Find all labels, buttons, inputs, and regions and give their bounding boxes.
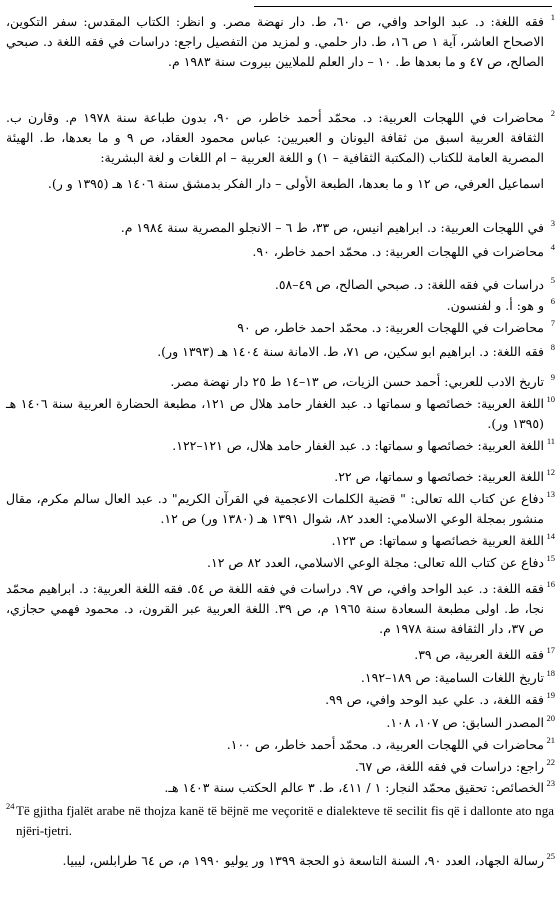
- footnote-number: 12: [546, 467, 555, 477]
- footnote-18: [6, 668, 554, 688]
- footnote-text: محاضرات في اللهجات العربية، د. محمّد أحمد خاطر، ص ١٠٠.: [226, 737, 544, 752]
- footnote-text: اللغة العربية: خصائصها و سماتها: د. عبد الغفار حامد هلال، ص ١٢١–١٢٢.: [172, 438, 544, 453]
- footnote-4: [6, 242, 554, 262]
- footnote-6: [6, 296, 554, 316]
- footnote-text: تاريخ اللغات السامية: ص ١٨٩–١٩٢.: [360, 670, 544, 685]
- footnote-text: اللغة العربية: خصائصها و سماتها د. عبد الغفار حامد هلال ص ١٢١، مطبعة الحضارة العربية سنة ١٤٠٦ هـ (١٣٩٥ ور).: [6, 396, 544, 431]
- footnote-number: 16: [546, 579, 555, 589]
- footnote-text: Të gjitha fjalët arabe në thojza kanë të bëjnë me veçoritë e dialekteve të secilit fis që i dallonte ato nga njëri-tjetri.: [16, 803, 554, 838]
- footnote-14: [6, 531, 554, 551]
- footnote-text: تاريخ الادب للعربي: أحمد حسن الزيات، ص ١٣–١٤ ط ٢٥ دار نهضة مصر.: [170, 374, 544, 389]
- footnote-text: اللغة العربية: خصائصها و سماتها، ص ٢٢.: [334, 469, 544, 484]
- footnote-3: [6, 218, 554, 238]
- footnote-number: 14: [546, 531, 555, 541]
- footnote-text: فقه اللغة العربية، ص ٣٩.: [414, 647, 544, 662]
- footnote-number: 25: [546, 851, 555, 861]
- footnote-2-continued: [6, 174, 554, 194]
- footnote-23: [6, 778, 554, 798]
- footnote-1: [6, 12, 554, 72]
- footnote-22: [6, 757, 554, 777]
- footnote-25: [6, 851, 554, 871]
- footnote-text: و هو: أ. و لفنسون.: [446, 298, 544, 313]
- footnote-number: 19: [546, 690, 555, 700]
- footnote-text: الخصائص: تحقيق محمّد النجار: ١ / ٤١١، ط. ٣ عالم الحكتب سنة ١٤٠٣ هـ.: [164, 780, 544, 795]
- footnote-number: 10: [546, 394, 555, 404]
- footnote-16: [6, 579, 554, 639]
- footnote-text: رسالة الجهاد، العدد ٩٠، السنة التاسعة ذو الحجة ١٣٩٩ ور يوليو ١٩٩٠ م، ص ٦٤ طرابلس، ليبيا.: [62, 853, 544, 868]
- footnote-20: [6, 713, 554, 733]
- footnote-8: [6, 342, 554, 362]
- footnote-text: دراسات في فقه اللغة: د. صبحي الصالح، ص ٤٩–٥٨.: [274, 277, 544, 292]
- footnote-number: 22: [546, 757, 555, 767]
- footnote-number: 24: [6, 801, 15, 811]
- footnote-number: 3: [550, 218, 555, 228]
- footnote-17: [6, 645, 554, 665]
- footnote-number: 18: [546, 668, 555, 678]
- footnote-text: في اللهجات العربية: د. ابراهيم انيس، ص ٣٣، ط ٦ – الانجلو المصرية سنة ١٩٨٤ م.: [120, 220, 544, 235]
- footnote-7: [6, 318, 554, 338]
- footnote-9: [6, 372, 554, 392]
- footnote-number: 5: [550, 275, 555, 285]
- footnote-number: 2: [550, 108, 555, 118]
- footnote-text: فقه اللغة: د. عبد الواحد وافي، ص ٩٧. دراسات في فقه اللغة ص ٥٤. فقه اللغة العربية: د. ابراهيم محمّد نجا، ط. اولى مطبعة السعادة سنة ١٩٦٥ م، ص ٣٩. اللغة العربية عبر القرون، د. محمود فهمي حجازي، ص ٣٧، دار الثقافة سنة ١٩٧٨ م.: [6, 581, 545, 636]
- footnote-number: 23: [546, 778, 555, 788]
- footnote-number: 21: [546, 735, 555, 745]
- footnote-number: 11: [546, 436, 555, 446]
- footnote-text: فقه اللغة: د. عبد الواحد وافي، ص ٦٠، ط. دار نهضة مصر. و انظر: الكتاب المقدس: سفر التكوين، الاصحاح العاشر، آية ١ ص ١٦، ط. دار حلمي. و لمزيد من التفصيل راجع: دراسات في فقه اللغة د. صبحي الصالح، ص ٤٧ و ما بعدها ط. ١٠ – دار العلم للملايين بيروت سنة ١٩٨٣ م.: [6, 14, 544, 69]
- footnote-15: [6, 553, 554, 573]
- footnote-text: محاضرات في اللهجات العربية: د. محمّد احمد خاطر، ٩٠.: [252, 244, 544, 259]
- footnote-13: [6, 489, 554, 529]
- footnote-number: 13: [546, 489, 555, 499]
- footnote-2: [6, 108, 554, 168]
- footnote-number: 9: [550, 372, 555, 382]
- footnote-11: [6, 436, 554, 456]
- footnote-text: دفاع عن كتاب الله تعالى: مجلة الوعي الاسلامي، العدد ٨٢ ص ١٢.: [207, 555, 544, 570]
- footnote-text: فقه اللغة، د. علي عبد الوحد وافي، ص ٩٩.: [325, 692, 544, 707]
- footnote-12: [6, 467, 554, 487]
- footnote-21: [6, 735, 554, 755]
- footnote-number: 15: [546, 553, 555, 563]
- footnote-number: 4: [550, 242, 555, 252]
- footnote-text: محاضرات في اللهجات العربية: د. محمّد احمد خاطر، ص ٩٠: [237, 320, 544, 335]
- footnote-text: المصدر السابق: ص ١٠٧، ١٠٨.: [386, 715, 544, 730]
- footnote-text: محاضرات في اللهجات العربية: د. محمّد أحمد خاطر، ص ٩٠، بدون طباعة سنة ١٩٧٨ م. وقارن ب. الثقافة العربية اسبق من ثقافة اليونان و العبريين: عباس محمود العقاد، ص ٩ و ما بعدها، ط. الهيئة المصرية العامة للكتاب (المكتبة الثقافية – ١) و اللغة العربية – ام اللغات و لغة البشرية:: [6, 110, 544, 165]
- footnote-5: [6, 275, 554, 295]
- footnote-number: 17: [546, 645, 555, 655]
- footnote-text: فقه اللغة: د. ابراهيم ابو سكين، ص ٧١، ط. الامانة سنة ١٤٠٤ هـ (١٣٩٣ ور).: [157, 344, 544, 359]
- footnote-number: 1: [550, 12, 555, 22]
- footnote-text: اسماعيل العرفي، ص ١٢ و ما بعدها، الطبعة الأولى – دار الفكر بدمشق سنة ١٤٠٦ هـ (١٣٩٥ و ر).: [47, 176, 544, 191]
- footnote-text: دفاع عن كتاب الله تعالى: " قضية الكلمات الاعجمية في القرآن الكريم" د. عبد العال سالم مكرم، مقال منشور بمجلة الوعي الاسلامي: العدد ٨٢، شوال ١٣٩١ هـ (١٣٨٠ ور) ص ١٢.: [6, 491, 544, 526]
- footnote-number: 7: [550, 318, 555, 328]
- footnote-number: 6: [550, 296, 555, 306]
- footnote-separator-rule: [254, 6, 552, 7]
- footnote-10: [6, 394, 554, 434]
- footnote-number: 8: [550, 342, 555, 352]
- footnote-text: اللغة العربية خصائصها و سماتها: ص ١٢٣.: [331, 533, 544, 548]
- footnote-24: [6, 801, 554, 841]
- footnote-19: [6, 690, 554, 710]
- footnote-text: راجع: دراسات في فقه اللغة، ص ٦٧.: [354, 759, 544, 774]
- footnote-number: 20: [546, 713, 555, 723]
